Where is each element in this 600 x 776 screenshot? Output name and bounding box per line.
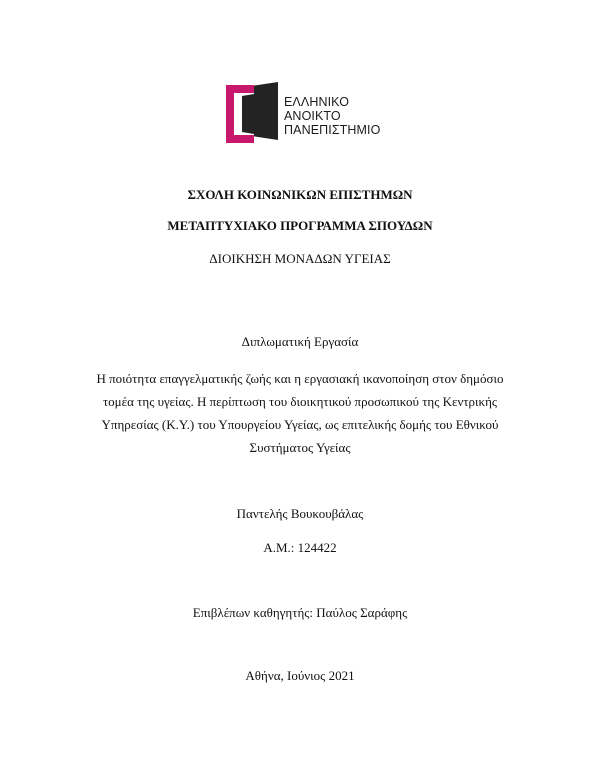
thesis-title-line: τομέα της υγείας. Η περίπτωση του διοικητικού προσωπικού της Κεντρικής [102, 394, 498, 409]
specialization-heading: ΔΙΟΙΚΗΣΗ ΜΟΝΑΔΩΝ ΥΓΕΙΑΣ [209, 251, 391, 266]
eap-logo-icon [224, 82, 280, 146]
thesis-title [60, 367, 540, 459]
logo-wordmark [284, 95, 380, 137]
author-name: Παντελής Βουκουβάλας [236, 506, 364, 521]
thesis-title-line: Υπηρεσίας (Κ.Υ.) του Υπουργείου Υγείας, ως επιτελικής δομής του Εθνικού [101, 417, 499, 432]
supervisor: Επιβλέπων καθηγητής: Παύλος Σαράφης [192, 605, 408, 620]
logo-line: ΑΝΟΙΚΤΟ [284, 109, 341, 123]
logo-line: ΕΛΛΗΝΙΚΟ [284, 95, 350, 109]
student-id: Α.Μ.: 124422 [263, 540, 337, 555]
logo-line: ΠΑΝΕΠΙΣΤΗΜΙΟ [284, 123, 381, 137]
school-heading: ΣΧΟΛΗ ΚΟΙΝΩΝΙΚΩΝ ΕΠΙΣΤΗΜΩΝ [187, 187, 413, 202]
university-logo [224, 82, 384, 146]
thesis-title-line: Η ποιότητα επαγγελματικής ζωής και η εργασιακή ικανοποίηση στον δημόσιο [96, 371, 504, 386]
document-type: Διπλωματική Εργασία [241, 334, 359, 349]
thesis-title-line: Συστήματος Υγείας [249, 440, 351, 455]
program-heading: ΜΕΤΑΠΤΥΧΙΑΚΟ ΠΡΟΓΡΑΜΜΑ ΣΠΟΥΔΩΝ [167, 218, 433, 233]
place-date: Αθήνα, Ιούνιος 2021 [245, 668, 355, 683]
